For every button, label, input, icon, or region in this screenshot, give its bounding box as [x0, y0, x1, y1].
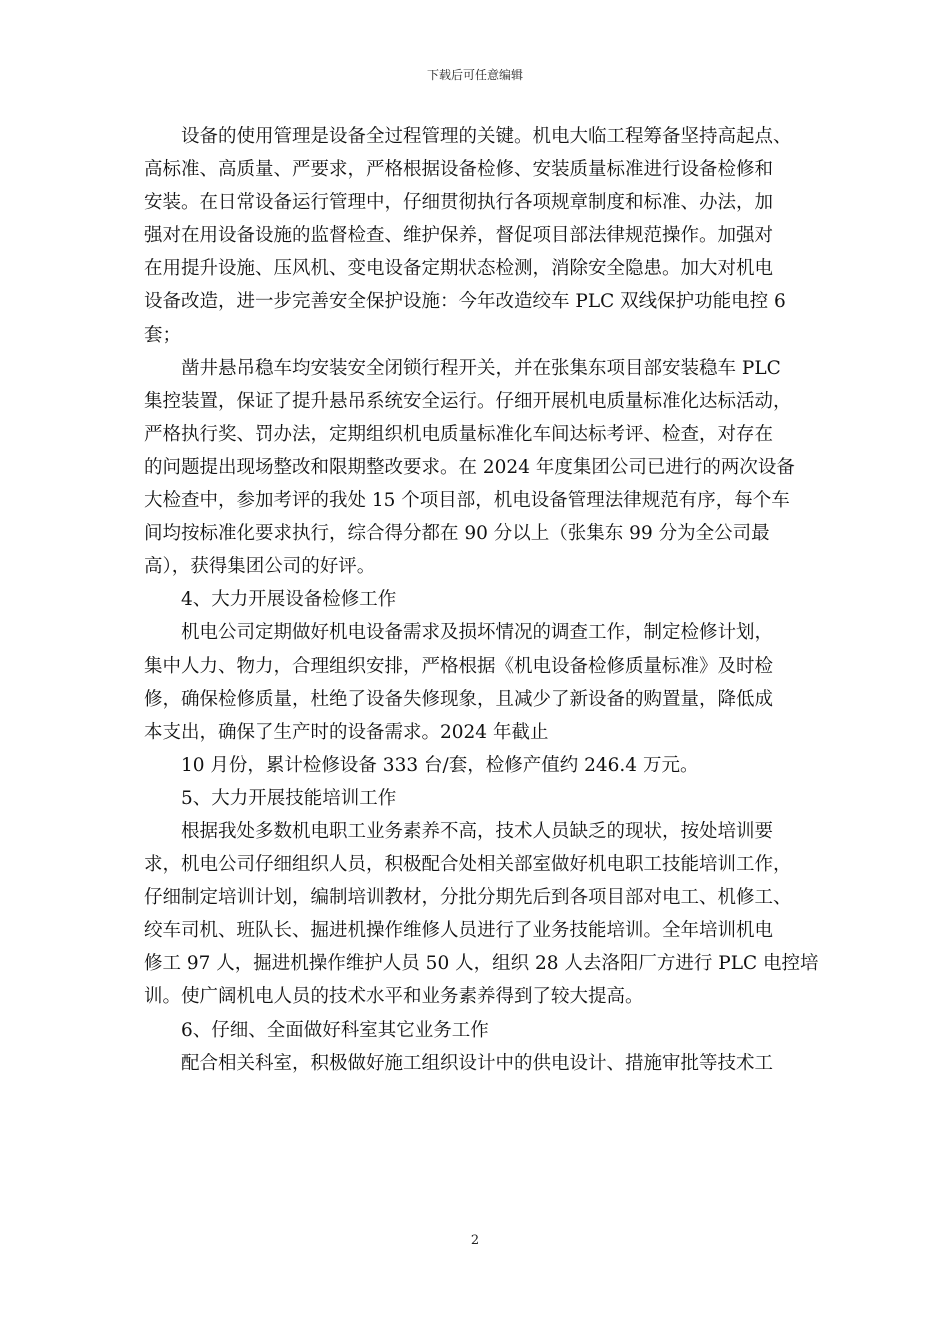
page-header: 下载后可任意编辑 [426, 68, 523, 82]
text-line: 设备的使用管理是设备全过程管理的关键。机电大临工程筹备坚持高起点、 [181, 126, 792, 147]
text-line: 间均按标准化要求执行，综合得分都在 90 分以上（张集东 99 分为全公司最 [144, 523, 770, 545]
text-line: 根据我处多数机电职工业务素养不高，技术人员缺乏的现状，按处培训要 [181, 820, 774, 842]
text-line: 套； [144, 324, 182, 346]
text-line: 大检查中，参加考评的我处 15 个项目部，机电设备管理法律规范有序，每个车 [144, 490, 790, 512]
section-heading: 6、仔细、全面做好科室其它业务工作 [181, 1019, 489, 1041]
text-line: 设备改造，进一步完善安全保护设施：今年改造绞车 PLC 双线保护功能电控 6 [144, 291, 786, 313]
text-line: 求，机电公司仔细组织人员，积极配合处相关部室做好机电职工技能培训工作， [144, 854, 792, 876]
text-line: 10 月份，累计检修设备 333 台/套，检修产值约 246.4 万元。 [181, 754, 699, 776]
document-body [144, 120, 819, 1080]
text-line: 本支出，确保了生产时的设备需求。2024 年截止 [144, 721, 549, 743]
text-line: 凿井悬吊稳车均安装安全闭锁行程开关，并在张集东项目部安装稳车 PLC [181, 357, 781, 379]
text-line: 集中人力、物力，合理组织安排，严格根据《机电设备检修质量标准》及时检 [144, 655, 774, 677]
section-heading: 4、大力开展设备检修工作 [181, 589, 397, 611]
text-line: 高），获得集团公司的好评。 [144, 556, 376, 578]
text-line: 机电公司定期做好机电设备需求及损坏情况的调查工作，制定检修计划， [181, 622, 774, 644]
text-line: 高标准、高质量、严要求，严格根据设备检修、安装质量标准进行设备检修和 [144, 159, 774, 181]
text-line: 训。使广阔机电人员的技术水平和业务素养得到了较大提高。 [144, 986, 644, 1008]
page-number: 2 [470, 1233, 480, 1248]
text-line: 配合相关科室，积极做好施工组织设计中的供电设计、措施审批等技术工 [181, 1052, 774, 1074]
text-line: 严格执行奖、罚办法，定期组织机电质量标准化车间达标考评、检查，对存在 [144, 423, 774, 445]
text-line: 安装。在日常设备运行管理中，仔细贯彻执行各项规章制度和标准、办法，加 [144, 192, 774, 214]
text-line: 在用提升设施、压风机、变电设备定期状态检测，消除安全隐患。加大对机电 [144, 258, 774, 280]
section-heading: 5、大力开展技能培训工作 [181, 787, 397, 809]
text-line: 强对在用设备设施的监督检查、维护保养，督促项目部法律规范操作。加强对 [144, 225, 774, 247]
text-line: 绞车司机、班队长、掘进机操作维修人员进行了业务技能培训。全年培训机电 [144, 920, 774, 942]
text-line: 仔细制定培训计划，编制培训教材，分批分期先后到各项目部对电工、机修工、 [144, 887, 792, 909]
text-line: 集控装置，保证了提升悬吊系统安全运行。仔细开展机电质量标准化达标活动， [144, 390, 792, 412]
text-line: 修，确保检修质量，杜绝了设备失修现象，且减少了新设备的购置量，降低成 [144, 688, 774, 710]
text-line: 的问题提出现场整改和限期整改要求。在 2024 年度集团公司已进行的两次设备 [144, 456, 795, 478]
text-line: 修工 97 人，掘进机操作维护人员 50 人，组织 28 人去洛阳厂方进行 PLC 电控培 [144, 953, 819, 975]
